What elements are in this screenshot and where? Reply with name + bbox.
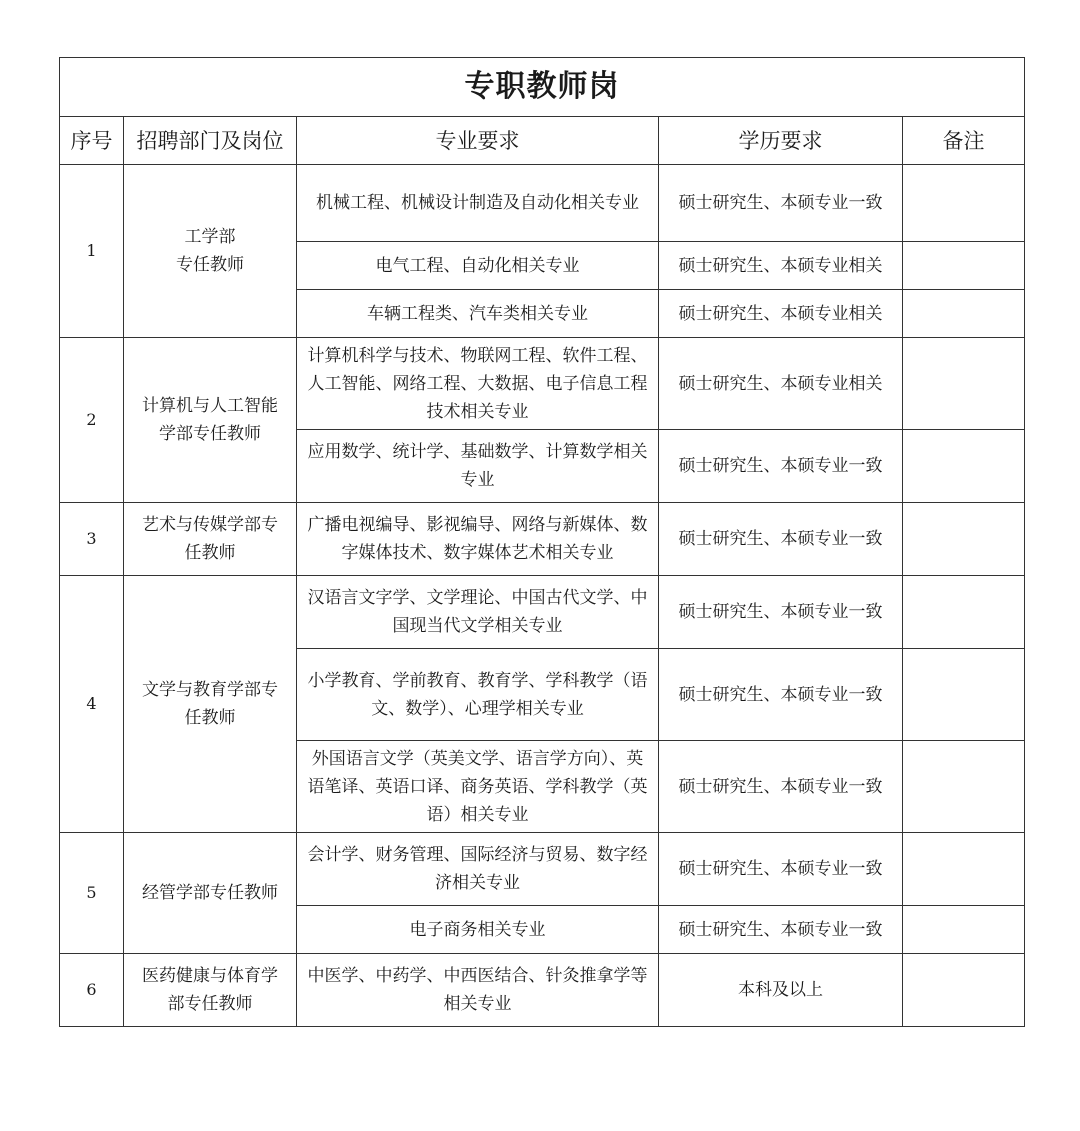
row-index: 4 xyxy=(60,576,124,833)
dept-line: 工学部 xyxy=(184,227,236,247)
major-requirement: 广播电视编导、影视编导、网络与新媒体、数字媒体技术、数字媒体艺术相关专业 xyxy=(297,503,659,576)
header-index: 序号 xyxy=(60,117,124,165)
header-dept: 招聘部门及岗位 xyxy=(124,117,297,165)
recruitment-table xyxy=(59,57,1025,1027)
row-index: 6 xyxy=(60,954,124,1027)
note-cell xyxy=(903,430,1025,503)
dept-line: 专任教师 xyxy=(176,255,244,275)
major-requirement: 电气工程、自动化相关专业 xyxy=(297,242,659,290)
row-index: 3 xyxy=(60,503,124,576)
note-cell xyxy=(903,165,1025,242)
degree-requirement: 本科及以上 xyxy=(659,954,903,1027)
major-requirement: 中医学、中药学、中西医结合、针灸推拿学等相关专业 xyxy=(297,954,659,1027)
note-cell xyxy=(903,906,1025,954)
header-degree: 学历要求 xyxy=(659,117,903,165)
degree-requirement: 硕士研究生、本硕专业一致 xyxy=(659,165,903,242)
table-row xyxy=(60,165,1025,242)
degree-requirement: 硕士研究生、本硕专业相关 xyxy=(659,242,903,290)
dept-position xyxy=(124,833,297,954)
dept-line: 文学与教育学部专任教师 xyxy=(142,680,278,728)
dept-position xyxy=(124,165,297,338)
dept-line: 计算机与人工智能学部专任教师 xyxy=(142,396,278,444)
note-cell xyxy=(903,503,1025,576)
table-body xyxy=(60,165,1025,1027)
header-note: 备注 xyxy=(903,117,1025,165)
degree-requirement: 硕士研究生、本硕专业一致 xyxy=(659,741,903,833)
dept-position xyxy=(124,576,297,833)
dept-position xyxy=(124,503,297,576)
dept-line: 艺术与传媒学部专任教师 xyxy=(142,515,278,563)
note-cell xyxy=(903,242,1025,290)
note-cell xyxy=(903,338,1025,430)
major-requirement: 外国语言文学（英美文学、语言学方向）、英语笔译、英语口译、商务英语、学科教学（英语）相关专业 xyxy=(297,741,659,833)
degree-requirement: 硕士研究生、本硕专业相关 xyxy=(659,338,903,430)
row-index: 5 xyxy=(60,833,124,954)
dept-position xyxy=(124,954,297,1027)
row-index: 1 xyxy=(60,165,124,338)
major-requirement: 汉语言文字学、文学理论、中国古代文学、中国现当代文学相关专业 xyxy=(297,576,659,649)
note-cell xyxy=(903,649,1025,741)
table-row xyxy=(60,833,1025,906)
major-requirement: 计算机科学与技术、物联网工程、软件工程、人工智能、网络工程、大数据、电子信息工程技术相关专业 xyxy=(297,338,659,430)
dept-line: 医药健康与体育学部专任教师 xyxy=(142,966,278,1014)
degree-requirement: 硕士研究生、本硕专业一致 xyxy=(659,576,903,649)
table-row xyxy=(60,338,1025,430)
major-requirement: 电子商务相关专业 xyxy=(297,906,659,954)
table-title: 专职教师岗 xyxy=(60,58,1025,117)
degree-requirement: 硕士研究生、本硕专业一致 xyxy=(659,503,903,576)
table-row xyxy=(60,503,1025,576)
major-requirement: 车辆工程类、汽车类相关专业 xyxy=(297,290,659,338)
dept-line: 经管学部专任教师 xyxy=(142,883,278,903)
note-cell xyxy=(903,741,1025,833)
degree-requirement: 硕士研究生、本硕专业相关 xyxy=(659,290,903,338)
major-requirement: 会计学、财务管理、国际经济与贸易、数字经济相关专业 xyxy=(297,833,659,906)
header-major: 专业要求 xyxy=(297,117,659,165)
dept-position xyxy=(124,338,297,503)
major-requirement: 机械工程、机械设计制造及自动化相关专业 xyxy=(297,165,659,242)
note-cell xyxy=(903,290,1025,338)
header-row xyxy=(60,117,1025,165)
degree-requirement: 硕士研究生、本硕专业一致 xyxy=(659,833,903,906)
major-requirement: 小学教育、学前教育、教育学、学科教学（语文、数学）、心理学相关专业 xyxy=(297,649,659,741)
recruitment-sheet xyxy=(59,57,1025,1027)
note-cell xyxy=(903,954,1025,1027)
major-requirement: 应用数学、统计学、基础数学、计算数学相关专业 xyxy=(297,430,659,503)
row-index: 2 xyxy=(60,338,124,503)
degree-requirement: 硕士研究生、本硕专业一致 xyxy=(659,649,903,741)
table-row xyxy=(60,954,1025,1027)
note-cell xyxy=(903,576,1025,649)
table-row xyxy=(60,576,1025,649)
degree-requirement: 硕士研究生、本硕专业一致 xyxy=(659,906,903,954)
degree-requirement: 硕士研究生、本硕专业一致 xyxy=(659,430,903,503)
note-cell xyxy=(903,833,1025,906)
